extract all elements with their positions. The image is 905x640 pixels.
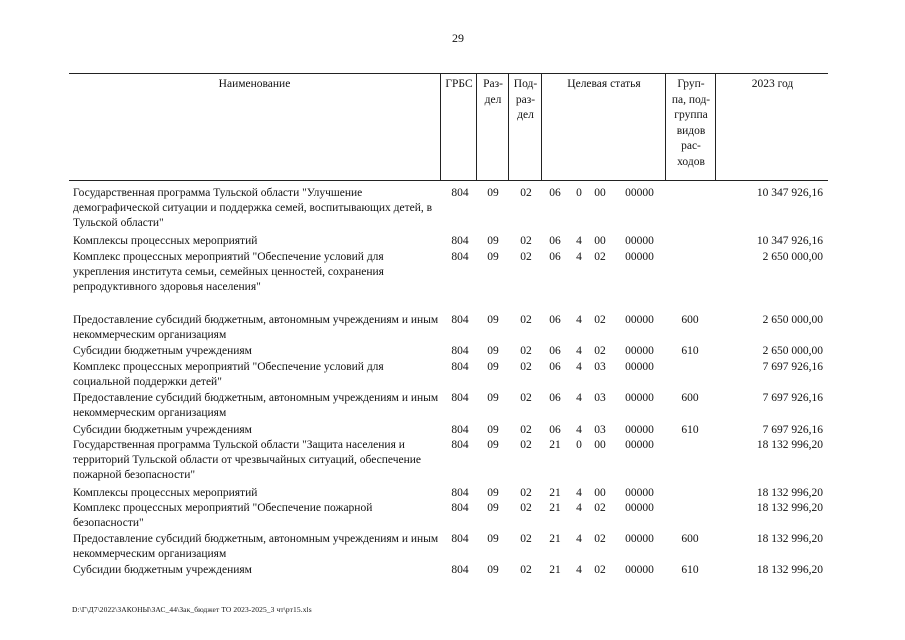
row-target-subprogram: 00: [594, 235, 606, 247]
row-expense-group: 600: [681, 314, 699, 326]
row-target-program: 21: [549, 439, 561, 451]
row-target-program: 06: [549, 314, 561, 326]
row-name: Государственная программа Тульской области "Улучшение демографической ситуации и поддержка семей, воспитывающих детей, в Тульской области": [73, 187, 433, 229]
row-target-type: 4: [576, 345, 582, 357]
row-target-direction: 00000: [625, 424, 654, 436]
row-razdel: 09: [487, 439, 499, 451]
row-razdel: 09: [487, 392, 499, 404]
row-target-program: 06: [549, 345, 561, 357]
header-grbs: [440, 74, 477, 180]
row-target-direction: 00000: [625, 314, 654, 326]
header-year: [715, 74, 829, 180]
row-target-program: 06: [549, 251, 561, 263]
table-header: [69, 73, 828, 181]
row-name: Комплекс процессных мероприятий "Обеспечение условий для социальной поддержки детей": [73, 361, 384, 388]
row-podrazdel: 02: [520, 564, 532, 576]
row-expense-group: 610: [681, 345, 699, 357]
row-razdel: 09: [487, 361, 499, 373]
row-amount: 18 132 996,20: [756, 439, 823, 451]
row-podrazdel: 02: [520, 502, 532, 514]
row-amount: 10 347 926,16: [756, 187, 823, 199]
row-target-direction: 00000: [625, 439, 654, 451]
header-target-line: Целевая статья: [567, 78, 641, 90]
row-grbs: 804: [451, 187, 469, 199]
row-target-program: 21: [549, 533, 561, 545]
row-target-type: 4: [576, 564, 582, 576]
row-podrazdel: 02: [520, 361, 532, 373]
row-razdel: 09: [487, 251, 499, 263]
header-podrazdel-line: Под-: [513, 78, 538, 90]
row-razdel: 09: [487, 502, 499, 514]
row-podrazdel: 02: [520, 439, 532, 451]
row-amount: 7 697 926,16: [762, 392, 823, 404]
row-target-subprogram: 03: [594, 424, 606, 436]
row-target-direction: 00000: [625, 345, 654, 357]
row-grbs: 804: [451, 439, 469, 451]
page-number: 29: [452, 31, 464, 45]
row-target-subprogram: 02: [594, 345, 606, 357]
row-podrazdel: 02: [520, 187, 532, 199]
row-grbs: 804: [451, 251, 469, 263]
row-target-type: 0: [576, 187, 582, 199]
row-razdel: 09: [487, 235, 499, 247]
row-podrazdel: 02: [520, 314, 532, 326]
row-target-direction: 00000: [625, 392, 654, 404]
row-target-program: 06: [549, 361, 561, 373]
row-target-program: 21: [549, 502, 561, 514]
header-podrazdel: [508, 74, 542, 180]
header-group-line: видов: [676, 124, 706, 137]
row-name: Комплекс процессных мероприятий "Обеспечение условий для укрепления института семьи, семейных ценностей, сохранения репродуктивного здоровья населения": [73, 251, 384, 293]
row-target-type: 4: [576, 502, 582, 514]
row-name: Субсидии бюджетным учреждениям: [73, 345, 252, 357]
header-group: [665, 74, 716, 180]
row-podrazdel: 02: [520, 251, 532, 263]
row-target-type: 4: [576, 533, 582, 545]
row-target-type: 0: [576, 439, 582, 451]
header-name: [69, 74, 440, 180]
row-podrazdel: 02: [520, 533, 532, 545]
row-amount: 10 347 926,16: [756, 235, 823, 247]
row-amount: 2 650 000,00: [762, 251, 823, 263]
row-target-direction: 00000: [625, 235, 654, 247]
row-expense-group: 610: [681, 564, 699, 576]
row-target-subprogram: 02: [594, 564, 606, 576]
header-podrazdel-line: раз-: [515, 93, 536, 106]
row-target-program: 21: [549, 564, 561, 576]
row-grbs: 804: [451, 424, 469, 436]
row-amount: 18 132 996,20: [756, 564, 823, 576]
row-target-subprogram: 00: [594, 487, 606, 499]
row-target-direction: 00000: [625, 502, 654, 514]
row-podrazdel: 02: [520, 487, 532, 499]
row-target-subprogram: 02: [594, 314, 606, 326]
row-expense-group: 600: [681, 533, 699, 545]
row-target-subprogram: 02: [594, 533, 606, 545]
row-razdel: 09: [487, 487, 499, 499]
row-name: Комплексы процессных мероприятий: [73, 487, 258, 499]
row-amount: 2 650 000,00: [762, 314, 823, 326]
row-target-program: 06: [549, 187, 561, 199]
header-group-line: группа: [674, 109, 708, 121]
row-target-program: 06: [549, 424, 561, 436]
row-target-direction: 00000: [625, 251, 654, 263]
row-amount: 18 132 996,20: [756, 502, 823, 514]
row-amount: 18 132 996,20: [756, 533, 823, 545]
row-razdel: 09: [487, 187, 499, 199]
row-expense-group: 610: [681, 424, 699, 436]
header-group-line: ходов: [677, 155, 705, 168]
header-razdel-line: дел: [484, 93, 502, 106]
row-target-direction: 00000: [625, 487, 654, 499]
row-name: Комплекс процессных мероприятий "Обеспечение пожарной безопасности": [73, 502, 373, 529]
row-target-subprogram: 00: [594, 439, 606, 451]
row-grbs: 804: [451, 564, 469, 576]
row-target-subprogram: 03: [594, 392, 606, 404]
row-grbs: 804: [451, 361, 469, 373]
header-podrazdel-line: дел: [517, 109, 534, 121]
row-grbs: 804: [451, 502, 469, 514]
row-podrazdel: 02: [520, 392, 532, 404]
row-grbs: 804: [451, 533, 469, 545]
row-target-type: 4: [576, 392, 582, 404]
header-group-line: па, под-: [671, 93, 711, 106]
header-group-line: Груп-: [677, 78, 705, 90]
row-name: Субсидии бюджетным учреждениям: [73, 424, 252, 436]
header-name-line: Наименование: [218, 78, 291, 90]
row-expense-group: 600: [681, 392, 699, 404]
row-grbs: 804: [451, 235, 469, 247]
row-amount: 7 697 926,16: [762, 424, 823, 436]
row-amount: 2 650 000,00: [762, 345, 823, 357]
row-target-program: 21: [549, 487, 561, 499]
row-target-direction: 00000: [625, 533, 654, 545]
row-grbs: 804: [451, 345, 469, 357]
row-name: Комплексы процессных мероприятий: [73, 235, 258, 247]
row-name: Предоставление субсидий бюджетным, автономным учреждениям и иным некоммерческим организациям: [73, 533, 439, 560]
row-target-direction: 00000: [625, 564, 654, 576]
header-year-line: 2023 год: [751, 78, 794, 90]
header-target: [541, 74, 666, 180]
row-razdel: 09: [487, 533, 499, 545]
row-target-program: 06: [549, 392, 561, 404]
row-target-direction: 00000: [625, 361, 654, 373]
row-name: Предоставление субсидий бюджетным, автономным учреждениям и иным некоммерческим организациям: [73, 314, 439, 341]
row-grbs: 804: [451, 392, 469, 404]
row-name: Предоставление субсидий бюджетным, автономным учреждениям и иным некоммерческим организациям: [73, 392, 439, 419]
row-name: Субсидии бюджетным учреждениям: [73, 564, 252, 576]
row-target-type: 4: [576, 314, 582, 326]
header-group-line: рас-: [681, 140, 701, 152]
row-target-type: 4: [576, 361, 582, 373]
row-target-subprogram: 00: [594, 187, 606, 199]
row-podrazdel: 02: [520, 424, 532, 436]
row-amount: 7 697 926,16: [762, 361, 823, 373]
row-target-subprogram: 03: [594, 361, 606, 373]
row-target-type: 4: [576, 424, 582, 436]
row-target-type: 4: [576, 487, 582, 499]
file-path-footer: D:\Г\Д7\2022\ЗАКОНЫ\ЗАС_44\Зак_бюджет ТО 2023-2025_3 чт\рт15.xls: [72, 605, 312, 614]
row-razdel: 09: [487, 314, 499, 326]
row-razdel: 09: [487, 345, 499, 357]
row-target-direction: 00000: [625, 187, 654, 199]
row-grbs: 804: [451, 487, 469, 499]
row-target-subprogram: 02: [594, 251, 606, 263]
row-razdel: 09: [487, 424, 499, 436]
row-target-program: 06: [549, 235, 561, 247]
header-grbs-line: ГРБС: [445, 78, 473, 90]
row-razdel: 09: [487, 564, 499, 576]
row-grbs: 804: [451, 314, 469, 326]
row-podrazdel: 02: [520, 345, 532, 357]
row-podrazdel: 02: [520, 235, 532, 247]
header-razdel: [476, 74, 509, 180]
row-target-type: 4: [576, 251, 582, 263]
header-razdel-line: Раз-: [483, 78, 503, 90]
row-name: Государственная программа Тульской области "Защита населения и территорий Тульской области от чрезвычайных ситуаций, обеспечение пожарной безопасности": [73, 439, 422, 481]
row-target-type: 4: [576, 235, 582, 247]
row-amount: 18 132 996,20: [756, 487, 823, 499]
row-target-subprogram: 02: [594, 502, 606, 514]
